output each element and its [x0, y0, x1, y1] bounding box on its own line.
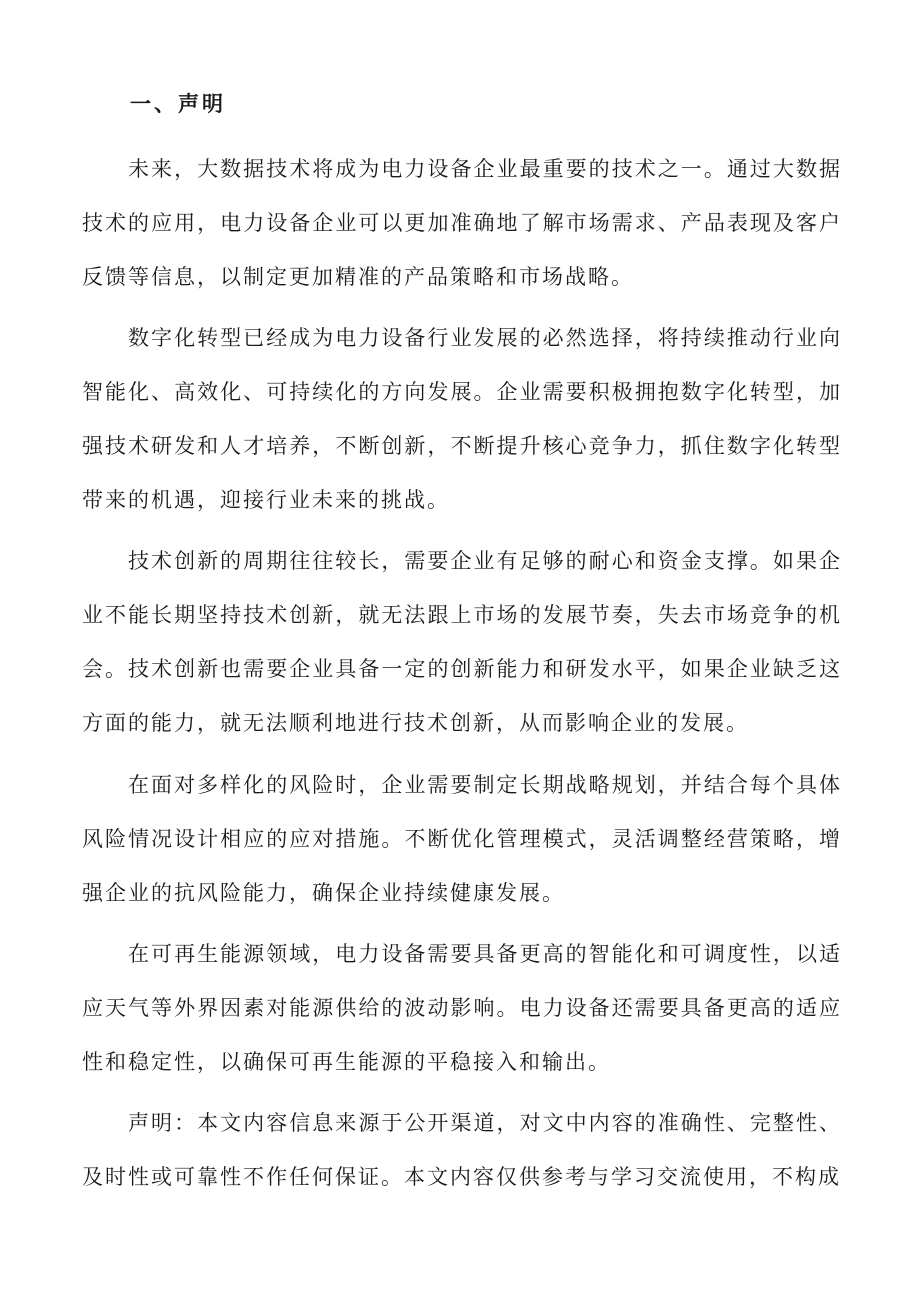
section-heading: 一、声明 — [130, 91, 226, 116]
paragraph-renewable-energy: 在可再生能源领域，电力设备需要具备更高的智能化和可调度性，以适应天气等外界因素对能源供给的波动影响。电力设备还需要具备更高的适应性和稳定性，以确保可再生能源的平稳接入和输出。 — [82, 942, 842, 1074]
paragraph-disclaimer: 声明：本文内容信息来源于公开渠道，对文中内容的准确性、完整性、及时性或可靠性不作任何保证。本文内容仅供参考与学习交流使用，不构成 — [82, 1111, 842, 1189]
paragraph-tech-innovation: 技术创新的周期往往较长，需要企业有足够的耐心和资金支撑。如果企业不能长期坚持技术创新，就无法跟上市场的发展节奏，失去市场竞争的机会。技术创新也需要企业具备一定的创新能力和研发水平，如果企业缺乏这方面的能力，就无法顺利地进行技术创新，从而影响企业的发展。 — [82, 549, 842, 735]
paragraph-digital-transformation: 数字化转型已经成为电力设备行业发展的必然选择，将持续推动行业向智能化、高效化、可持续化的方向发展。企业需要积极拥抱数字化转型，加强技术研发和人才培养，不断创新，不断提升核心竞争力，抓住数字化转型带来的机遇，迎接行业未来的挑战。 — [82, 326, 842, 512]
paragraph-risk-management: 在面对多样化的风险时，企业需要制定长期战略规划，并结合每个具体风险情况设计相应的应对措施。不断优化管理模式，灵活调整经营策略，增强企业的抗风险能力，确保企业持续健康发展。 — [82, 773, 842, 905]
paragraph-big-data: 未来，大数据技术将成为电力设备企业最重要的技术之一。通过大数据技术的应用，电力设备企业可以更加准确地了解市场需求、产品表现及客户反馈等信息，以制定更加精准的产品策略和市场战略。 — [82, 157, 842, 289]
